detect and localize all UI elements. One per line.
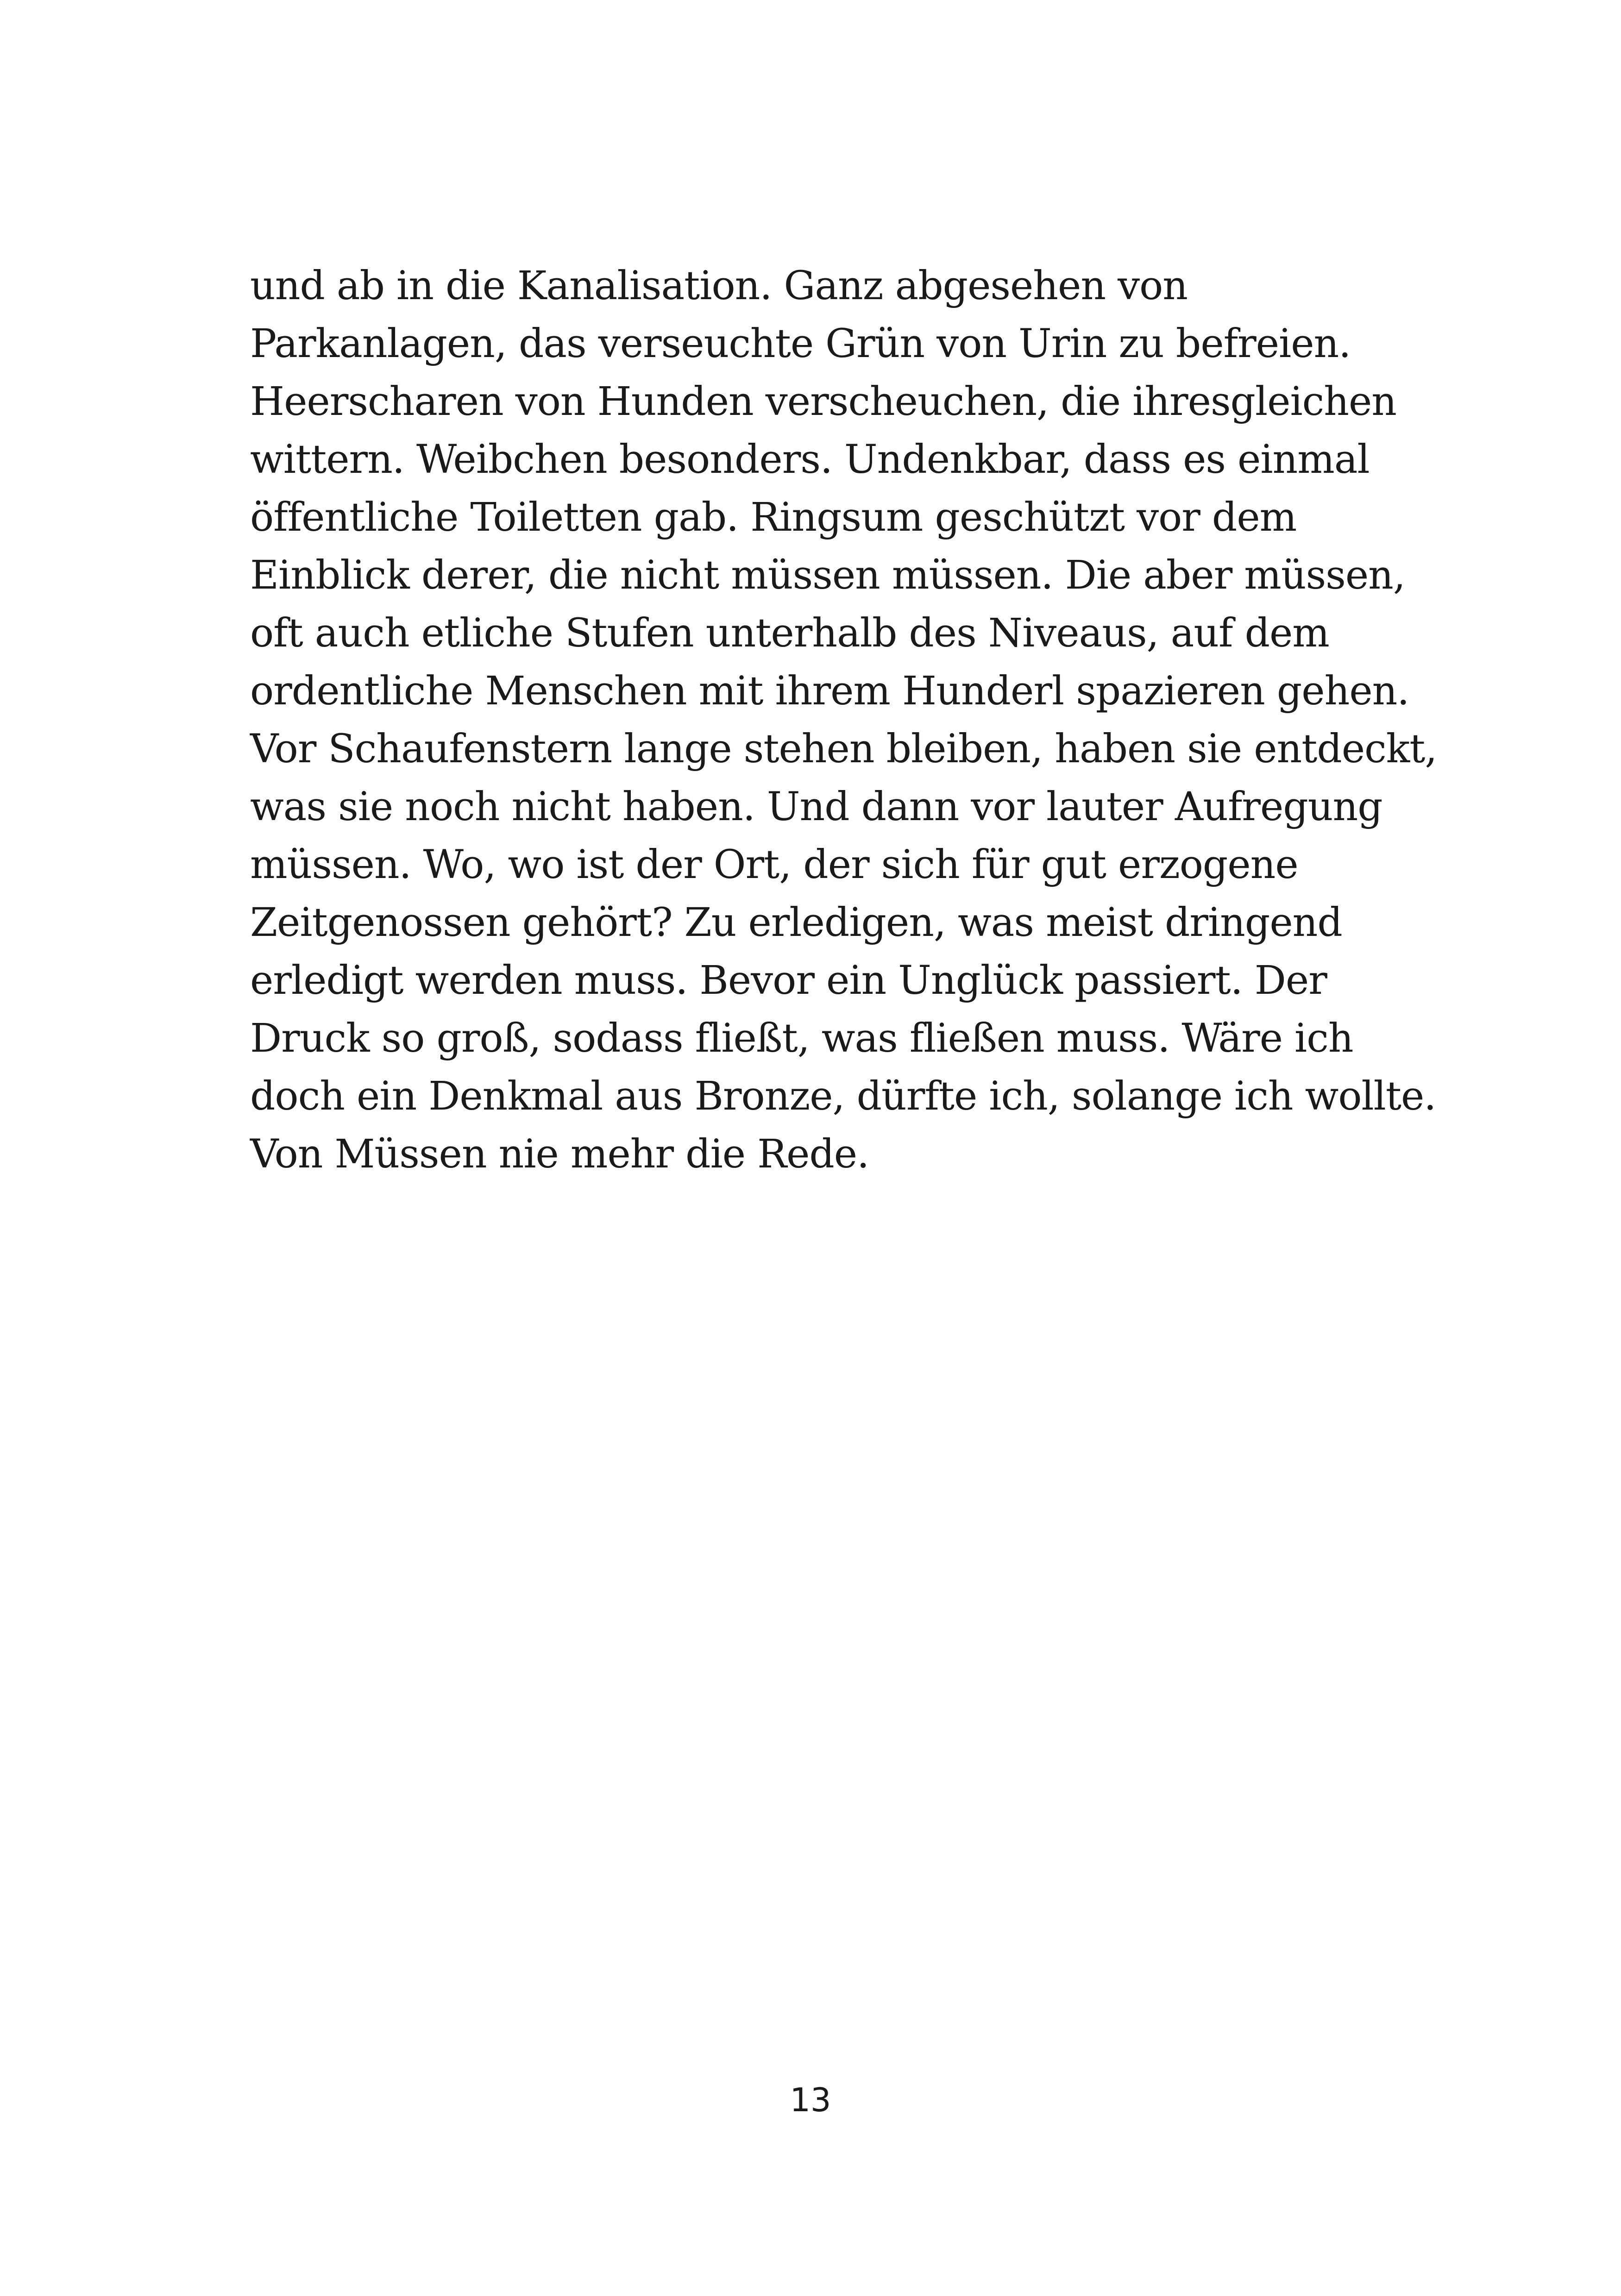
- text-line: Parkanlagen, das verseuchte Grün von Urin zu befreien.: [250, 321, 1351, 367]
- text-line: Zeitgenossen gehört? Zu erledigen, was meist dringend: [250, 900, 1342, 946]
- text-line: Einblick derer, die nicht müssen müssen. Die aber müssen,: [250, 552, 1405, 598]
- text-line: wittern. Weibchen besonders. Undenkbar, dass es einmal: [250, 437, 1370, 483]
- page-number: 13: [790, 2081, 831, 2119]
- text-line: was sie noch nicht haben. Und dann vor lauter Aufregung: [250, 784, 1382, 830]
- text-line: und ab in die Kanalisation. Ganz abgesehen von: [250, 263, 1188, 309]
- text-line: Heerscharen von Hunden verscheuchen, die ihresgleichen: [250, 379, 1397, 425]
- text-line: Vor Schaufenstern lange stehen bleiben, haben sie entdeckt,: [250, 726, 1437, 772]
- body-text: [250, 257, 1437, 1183]
- text-line: Von Müssen nie mehr die Rede.: [250, 1131, 869, 1177]
- text-line: erledigt werden muss. Bevor ein Unglück passiert. Der: [250, 958, 1327, 1004]
- text-line: oft auch etliche Stufen unterhalb des Niveaus, auf dem: [250, 610, 1329, 656]
- text-line: ordentliche Menschen mit ihrem Hunderl spazieren gehen.: [250, 668, 1409, 714]
- text-line: müssen. Wo, wo ist der Ort, der sich für gut erzogene: [250, 842, 1298, 888]
- text-line: doch ein Denkmal aus Bronze, dürfte ich, solange ich wollte.: [250, 1073, 1436, 1119]
- text-line: Druck so groß, sodass fließt, was fließen muss. Wäre ich: [250, 1016, 1353, 1061]
- text-line: öffentliche Toiletten gab. Ringsum geschützt vor dem: [250, 495, 1297, 540]
